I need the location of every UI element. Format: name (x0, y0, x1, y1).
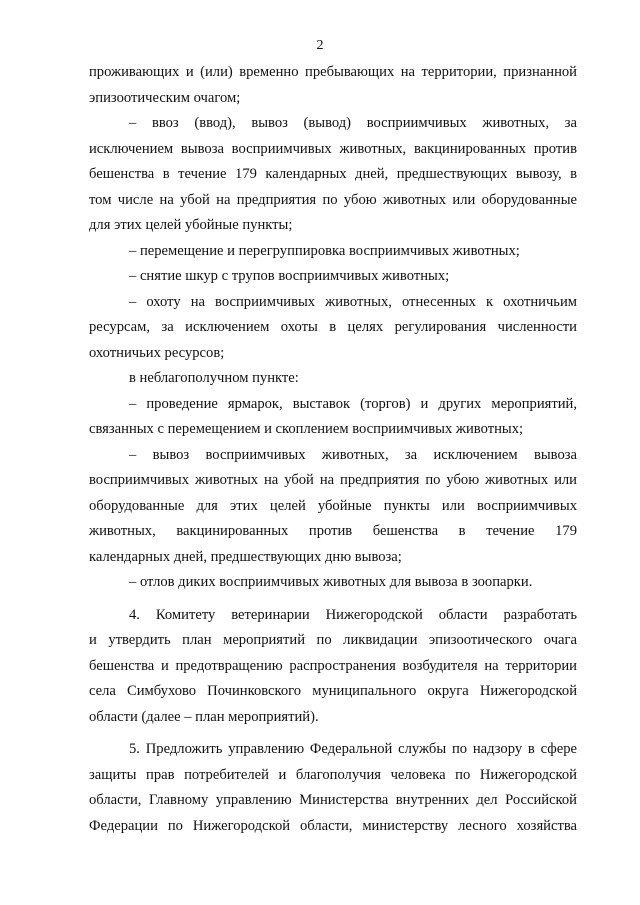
paragraph (89, 60, 577, 111)
paragraph-spacer (89, 730, 577, 737)
text-line: проживающих и (или) временно пребывающих на территории, признанной (89, 64, 577, 80)
text-line: календарных дней, предшествующих дню вывоза; (89, 548, 402, 565)
text-line: – охоту на восприимчивых животных, отнесенных к охотничьим (129, 293, 577, 310)
text-line: эпизоотическим очагом; (89, 89, 241, 106)
text-line: и утвердить план мероприятий по ликвидации эпизоотического очага (89, 632, 577, 648)
text-line: оборудованные для этих целей убойные пункты или восприимчивых (89, 497, 577, 514)
paragraph (89, 111, 577, 239)
text-line: 5. Предложить управлению Федеральной службы по надзору в сфере (129, 741, 577, 757)
text-line: защиты прав потребителей и благополучия человека по Нижегородской (89, 766, 577, 783)
page-number: 2 (316, 38, 324, 53)
paragraph (89, 392, 577, 443)
paragraph (89, 737, 577, 839)
text-line: в неблагополучном пункте: (129, 370, 299, 386)
text-line: – вывоз восприимчивых животных, за исключением вывоза (129, 446, 577, 463)
text-line: – отлов диких восприимчивых животных для вывоза в зоопарки. (129, 574, 533, 590)
paragraph (89, 264, 577, 290)
paragraph (89, 603, 577, 731)
paragraph (89, 570, 577, 596)
text-line: исключением вывоза восприимчивых животных, вакцинированных против (89, 140, 577, 157)
text-line: бешенства и предотвращению распространения возбудителя на территории (89, 657, 577, 674)
text-line: восприимчивых животных на убой на предприятия по убою животных или (89, 472, 577, 488)
text-line: 4. Комитету ветеринарии Нижегородской области разработать (129, 606, 577, 623)
text-line: села Симбухово Починковского муниципального округа Нижегородской (89, 683, 577, 699)
text-line: животных, вакцинированных против бешенства в течение 179 (89, 523, 577, 539)
text-line: Федерации по Нижегородской области, министерству лесного хозяйства (89, 817, 577, 834)
text-line: ресурсам, за исключением охоты в целях регулирования численности (89, 319, 577, 335)
text-line: – снятие шкур с трупов восприимчивых животных; (129, 268, 450, 284)
paragraph (89, 366, 577, 392)
text-line: для этих целей убойные пункты; (89, 217, 293, 233)
paragraph (89, 290, 577, 367)
text-line: – перемещение и перегруппировка восприимчивых животных; (129, 242, 520, 259)
text-line: – проведение ярмарок, выставок (торгов) и других мероприятий, (129, 395, 577, 412)
paragraph (89, 239, 577, 265)
text-line: связанных с перемещением и скоплением восприимчивых животных; (89, 421, 524, 437)
text-line: области, Главному управлению Министерства внутренних дел Российской (89, 792, 577, 808)
paragraph-spacer (89, 596, 577, 603)
document-body (89, 60, 577, 839)
paragraph (89, 443, 577, 571)
text-line: том числе на убой на предприятия по убою животных или оборудованные (89, 191, 577, 208)
text-line: бешенства в течение 179 календарных дней, предшествующих вывозу, в (89, 166, 577, 182)
text-line: области (далее – план мероприятий). (89, 708, 319, 725)
text-line: – ввоз (ввод), вывоз (вывод) восприимчивых животных, за (129, 115, 577, 131)
text-line: охотничьих ресурсов; (89, 344, 225, 361)
